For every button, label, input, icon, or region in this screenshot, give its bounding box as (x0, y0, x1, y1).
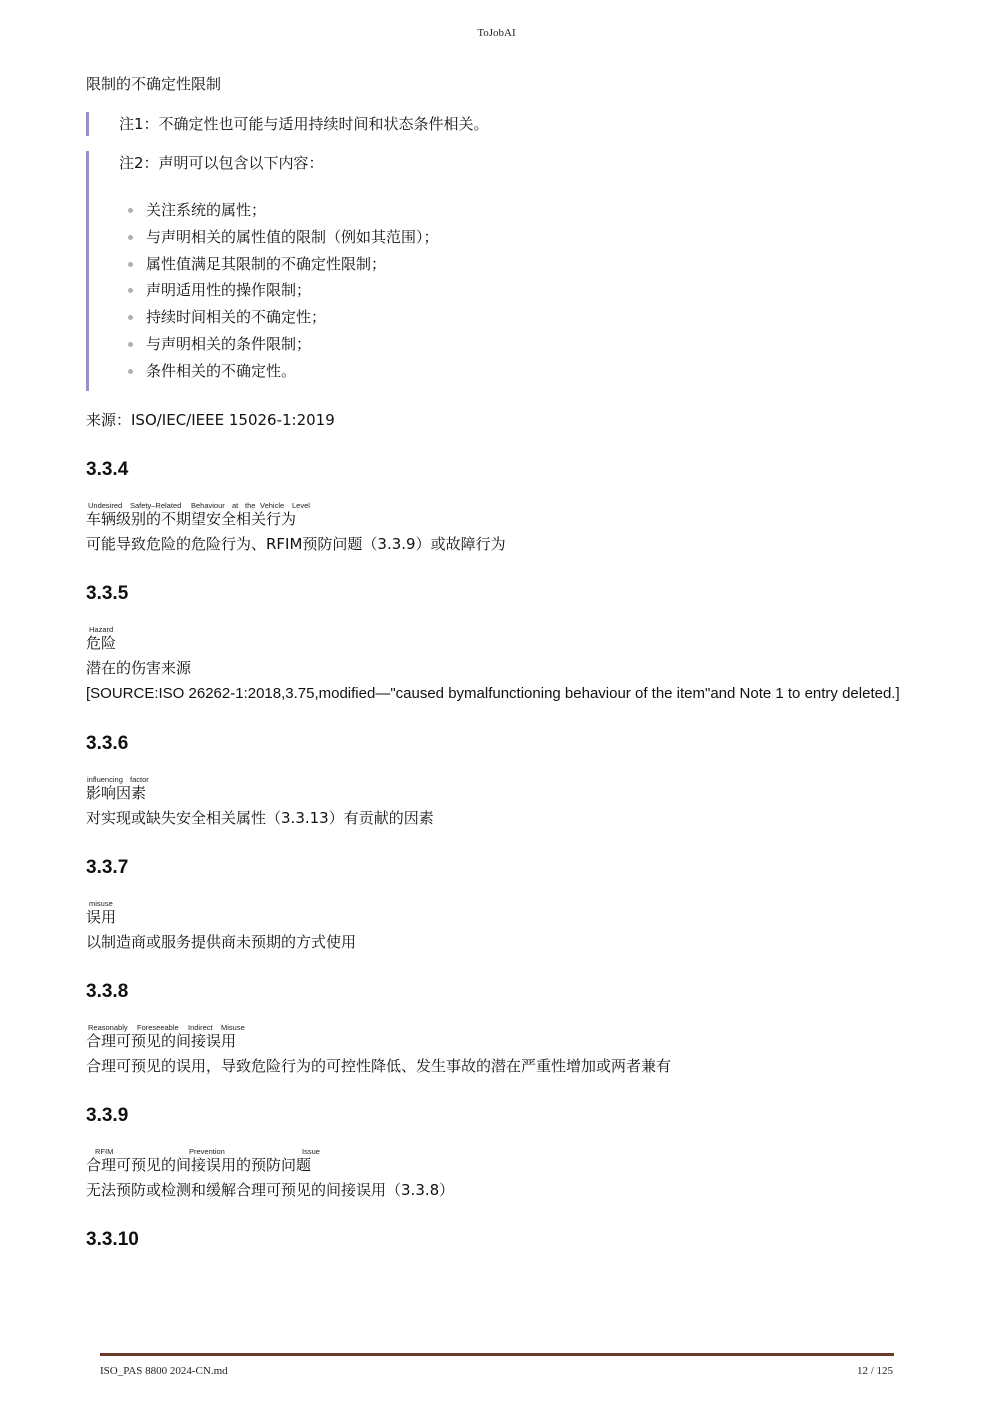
term-english-label (86, 1022, 906, 1033)
bullet-icon (128, 235, 133, 240)
footer-filename: ISO_PAS 8800 2024-CN.md (100, 1365, 228, 1377)
bullet-icon (128, 288, 133, 293)
term-number: 3.3.5 (86, 582, 129, 604)
term-3-3-4 (86, 458, 906, 556)
note-1 (86, 112, 906, 136)
term-3-3-10 (86, 1228, 906, 1252)
ruby-word: Undesired (88, 500, 123, 510)
list-item (119, 304, 906, 331)
ruby-word: Foreseeable (137, 1022, 179, 1032)
list-item (119, 358, 906, 385)
ruby-word: influencing (87, 774, 123, 784)
bullet-icon (128, 262, 133, 267)
term-english-label (86, 898, 906, 909)
list-item-text: 持续时间相关的不确定性； (146, 308, 327, 327)
term-name: 误用 (86, 907, 117, 926)
ruby-word: Prevention (189, 1146, 225, 1156)
list-item (119, 331, 906, 358)
list-item-text: 属性值满足其限制的不确定性限制； (146, 254, 387, 273)
ruby-word: factor (130, 774, 149, 784)
bullet-icon (128, 315, 133, 320)
term-number: 3.3.6 (86, 732, 129, 754)
ruby-word: Behaviour (191, 500, 225, 510)
footer-page-number: 12 / 125 (856, 1365, 893, 1377)
list-item (119, 197, 906, 224)
term-definition: 以制造商或服务提供商未预期的方式使用 (86, 932, 357, 951)
term-source: [SOURCE:ISO 26262-1:2018,3.75,modified—"caused bymalfunctioning behaviour of the item"and Note 1 to entry deleted.] (86, 684, 900, 702)
term-definition: 潜在的伤害来源 (86, 658, 192, 677)
ruby-word: Vehicle (260, 500, 285, 510)
list-item (119, 251, 906, 278)
term-3-3-6 (86, 732, 906, 830)
ruby-word: misuse (89, 898, 113, 908)
term-definition: 合理可预见的误用，导致危险行为的可控性降低、发生事故的潜在严重性增加或两者兼有 (86, 1056, 672, 1075)
footer-rule (100, 1353, 894, 1356)
document-body (86, 70, 906, 1252)
ruby-word: at (232, 500, 239, 510)
list-item-text: 声明适用性的操作限制； (146, 281, 312, 300)
list-item-text: 条件相关的不确定性。 (146, 361, 297, 380)
term-name: 危险 (86, 633, 117, 652)
term-number: 3.3.8 (86, 980, 129, 1002)
note-2 (86, 151, 906, 391)
ruby-word: Indirect (188, 1022, 213, 1032)
source-line: 来源：ISO/IEC/IEEE 15026-1:2019 (86, 410, 335, 429)
list-item (119, 224, 906, 251)
note-1-text: 注1：不确定性也可能与适用持续时间和状态条件相关。 (119, 115, 489, 133)
ruby-word: RFIM (95, 1146, 114, 1156)
bullet-icon (128, 342, 133, 347)
term-number: 3.3.9 (86, 1104, 129, 1126)
bullet-icon (128, 369, 133, 374)
ruby-word: the (245, 500, 256, 510)
note-2-list (119, 197, 906, 385)
term-3-3-9 (86, 1104, 906, 1202)
term-name: 车辆级别的不期望安全相关行为 (86, 509, 297, 528)
ruby-word: Hazard (89, 624, 114, 634)
term-3-3-8 (86, 980, 906, 1078)
list-item-text: 与声明相关的条件限制； (146, 334, 312, 353)
term-number: 3.3.4 (86, 458, 129, 480)
term-english-label (86, 1146, 906, 1157)
list-item (119, 277, 906, 304)
ruby-word: Issue (302, 1146, 320, 1156)
term-3-3-7 (86, 856, 906, 954)
term-english-label (86, 774, 906, 785)
note-2-title: 注2：声明可以包含以下内容： (119, 154, 324, 172)
term-3-3-5 (86, 582, 906, 706)
term-name: 影响因素 (86, 783, 147, 802)
term-definition: 无法预防或检测和缓解合理可预见的间接误用（3.3.8） (86, 1180, 455, 1199)
ruby-word: Safety–Related (130, 500, 182, 510)
intro-line: 限制的不确定性限制 (86, 75, 222, 93)
list-item-text: 关注系统的属性； (146, 201, 267, 219)
term-number: 3.3.10 (86, 1228, 139, 1250)
page-header-title: ToJobAI (477, 27, 516, 39)
term-name: 合理可预见的间接误用 (86, 1031, 237, 1050)
ruby-word: Reasonably (88, 1022, 128, 1032)
term-english-label (86, 500, 906, 511)
ruby-word: Level (292, 500, 310, 510)
term-number: 3.3.7 (86, 856, 129, 878)
list-item-text: 与声明相关的属性值的限制（例如其范围）； (146, 227, 439, 246)
term-name: 合理可预见的间接误用的预防问题 (86, 1155, 312, 1174)
term-definition: 可能导致危险的危险行为、RFIM预防问题（3.3.9）或故障行为 (86, 534, 506, 553)
term-english-label (86, 624, 906, 635)
bullet-icon (128, 208, 133, 213)
ruby-word: Misuse (221, 1022, 245, 1032)
term-definition: 对实现或缺失安全相关属性（3.3.13）有贡献的因素 (86, 808, 434, 827)
